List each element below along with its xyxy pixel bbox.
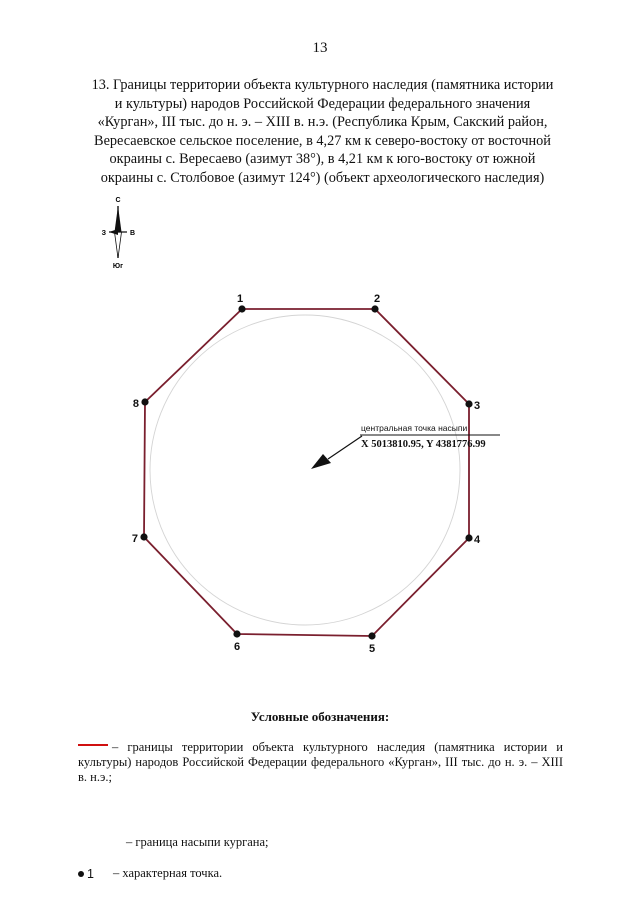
point-label-7: 7 — [131, 533, 138, 545]
boundary-line-swatch — [78, 744, 108, 746]
center-point-callout — [311, 423, 500, 469]
point-label-2: 2 — [373, 293, 381, 305]
title-line: «Курган», III тыс. до н. э. – XIII в. н.э. (Республика Крым, Сакский район, — [97, 114, 548, 131]
boundary-point-4 — [465, 534, 472, 541]
compass-north-label: С — [115, 197, 121, 204]
boundary-point-2 — [371, 305, 378, 312]
point-label-1: 1 — [236, 293, 244, 305]
legend-point-item — [78, 866, 222, 881]
center-point-title: центральная точка насыпи — [361, 423, 468, 433]
title-line: 13. Границы территории объекта культурного наследия (памятника истории — [91, 77, 554, 93]
point-label-8: 8 — [132, 398, 139, 410]
compass-east-label: В — [130, 230, 136, 237]
point-label-6: 6 — [233, 641, 241, 653]
compass-rose-icon — [102, 197, 135, 270]
boundary-point-3 — [465, 400, 472, 407]
boundary-point-6 — [233, 630, 240, 637]
point-dot-icon — [78, 871, 84, 877]
legend-boundary-text: – границы территории объекта культурного наследия (памятника истории и культуры) народов Российской Федерации федерального «Курган», III тыс. до н. э. – XIII в. н.э.; — [78, 740, 563, 784]
title-line: окраины с. Вересаево (азимут 38°), в 4,21 км к юго-востоку от южной — [109, 151, 536, 168]
point-label-3: 3 — [474, 400, 481, 412]
boundary-point-7 — [140, 533, 147, 540]
legend-point-sample: 1 — [87, 866, 94, 881]
boundary-point-5 — [368, 632, 375, 639]
legend-boundary-item — [78, 740, 563, 785]
center-point-coords: X 5013810.95, Y 4381776.99 — [361, 439, 486, 450]
territory-boundary — [144, 309, 469, 636]
page-number: 13 — [312, 40, 328, 56]
boundary-point-8 — [141, 398, 148, 405]
point-label-4: 4 — [474, 534, 481, 546]
compass-south-label: Юг — [112, 263, 124, 270]
arrow-icon — [311, 454, 331, 469]
legend-heading: Условные обозначения: — [250, 709, 390, 724]
boundary-points — [132, 293, 481, 655]
point-label-5: 5 — [368, 643, 376, 655]
legend-point-text: – характерная точка. — [113, 866, 223, 880]
title-line: и культуры) народов Российской Федерации федерального значения — [114, 95, 531, 112]
mound-boundary — [150, 315, 460, 625]
boundary-point-1 — [238, 305, 245, 312]
title-line: Вересаевское сельское поселение, в 4,27 км к северо-востоку от восточной — [94, 132, 551, 149]
legend-mound-item — [126, 835, 269, 850]
compass-west-label: З — [101, 230, 106, 237]
title-line: окраины с. Столбовое (азимут 124°) (объект археологического наследия) — [100, 169, 545, 186]
legend-mound-text: – граница насыпи кургана; — [126, 835, 269, 849]
